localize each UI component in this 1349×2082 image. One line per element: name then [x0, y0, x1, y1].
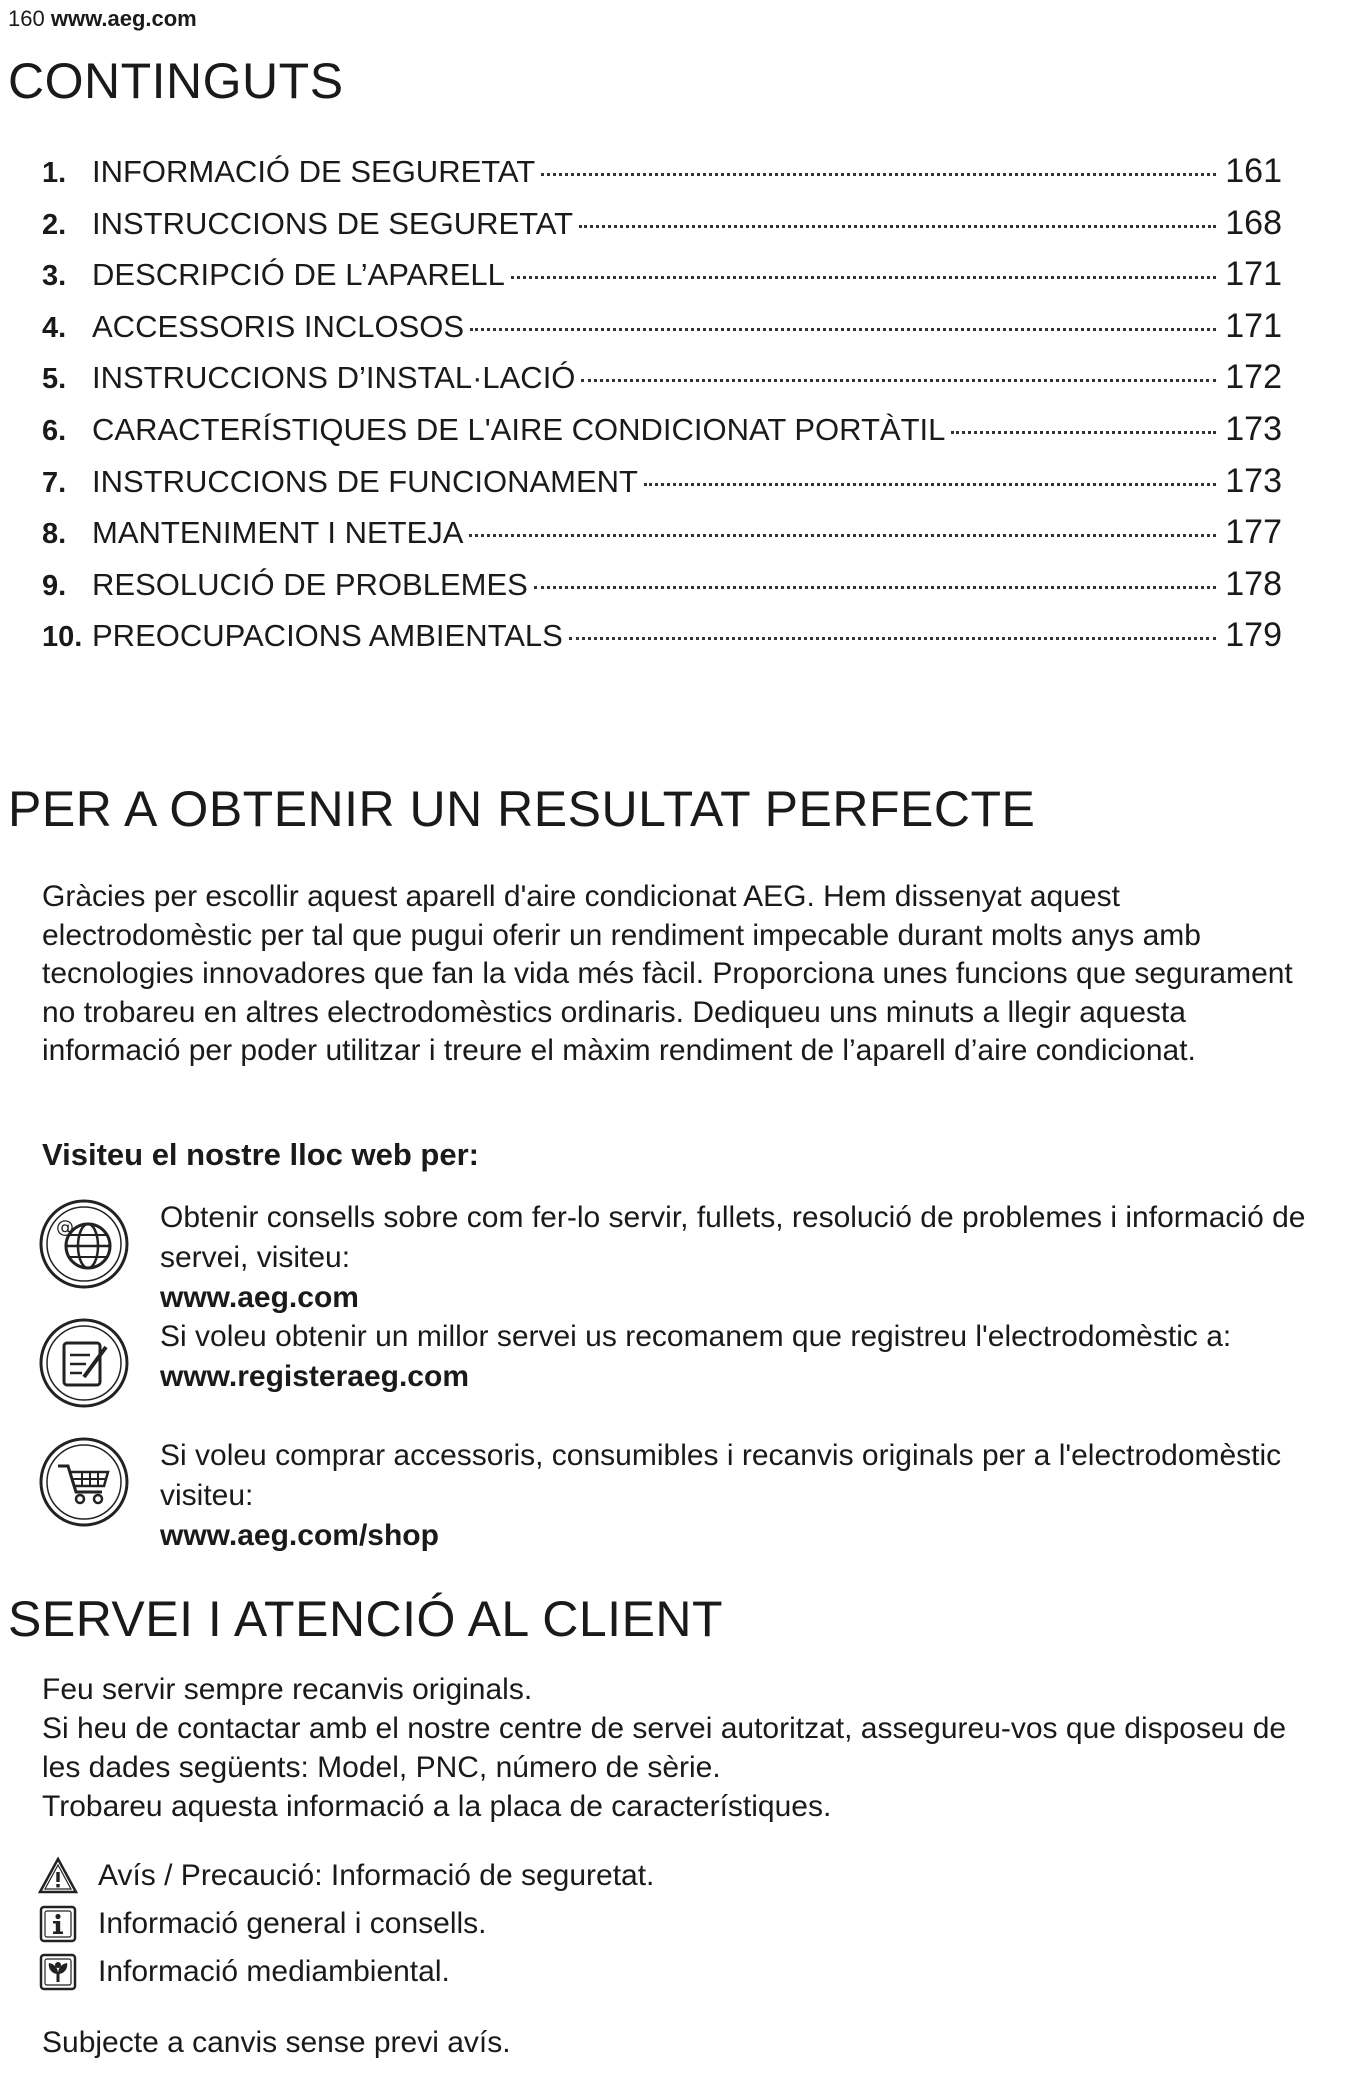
- toc-page: 171: [1225, 306, 1282, 345]
- toc-leader: [534, 586, 1216, 589]
- toc-title: ACCESSORIS INCLOSOS: [92, 308, 465, 344]
- toc-title: INSTRUCCIONS D’INSTAL·LACIÓ: [92, 360, 576, 396]
- warning-icon: [38, 1856, 78, 1896]
- page-number: 160: [8, 6, 45, 31]
- header-site: www.aeg.com: [50, 6, 197, 31]
- visit-description: Si voleu obtenir un millor servei us recomanem que registreu l'electrodomèstic a:: [160, 1320, 1232, 1353]
- environment-icon: [38, 1952, 78, 1992]
- toc-page: 173: [1225, 409, 1282, 448]
- toc-row[interactable]: [42, 513, 1282, 565]
- toc-leader: [469, 534, 1216, 537]
- service-line-rating-plate: Trobareu aquesta informació a la placa de característiques.: [42, 1790, 832, 1823]
- toc-title: CARACTERÍSTIQUES DE L'AIRE CONDICIONAT PORTÀTIL: [92, 411, 946, 447]
- toc-number: 7.: [42, 466, 67, 499]
- toc-number: 5.: [42, 363, 67, 396]
- toc-row[interactable]: [42, 462, 1282, 514]
- toc-row[interactable]: [42, 255, 1282, 307]
- visit-text: [160, 1198, 1340, 1318]
- toc-leader: [470, 328, 1216, 331]
- toc-row[interactable]: [42, 307, 1282, 359]
- register-icon: [38, 1317, 130, 1409]
- legend-info: [38, 1904, 487, 1944]
- legend-text: Informació general i consells.: [98, 1907, 487, 1940]
- legend-environment: [38, 1952, 450, 1992]
- service-line-contact: Si heu de contactar amb el nostre centre de servei autoritzat, assegureu-vos que disposeu de les dades següents: Model, PNC, número de sèrie.: [42, 1712, 1287, 1784]
- toc-page: 178: [1225, 564, 1282, 603]
- legend-warning: [38, 1856, 654, 1896]
- toc-page: 173: [1225, 461, 1282, 500]
- toc-leader: [511, 276, 1216, 279]
- toc-leader: [541, 173, 1216, 176]
- shop-link[interactable]: www.aeg.com/shop: [160, 1519, 439, 1552]
- shopping-cart-icon: [38, 1436, 130, 1528]
- visit-heading: Visiteu el nostre lloc web per:: [42, 1137, 479, 1172]
- toc-number: 8.: [42, 518, 67, 551]
- toc-leader: [569, 637, 1216, 640]
- toc-page: 177: [1225, 513, 1282, 552]
- page-header: [8, 6, 197, 32]
- toc-leader: [581, 379, 1216, 382]
- toc-page: 172: [1225, 358, 1282, 397]
- toc-number: 4.: [42, 311, 67, 344]
- toc-row[interactable]: [42, 565, 1282, 617]
- table-of-contents: [42, 152, 1282, 668]
- toc-number: 10.: [42, 621, 83, 654]
- toc-leader: [579, 225, 1216, 228]
- toc-number: 6.: [42, 414, 67, 447]
- perfect-result-title: PER A OBTENIR UN RESULTAT PERFECTE: [8, 781, 1036, 837]
- change-notice: Subjecte a canvis sense previ avís.: [42, 2026, 511, 2059]
- visit-text: [160, 1436, 1340, 1556]
- toc-page: 168: [1225, 203, 1282, 242]
- toc-title: INSTRUCCIONS DE SEGURETAT: [92, 205, 574, 241]
- toc-number: 1.: [42, 157, 67, 189]
- visit-description: Obtenir consells sobre com fer-lo servir, fullets, resolució de problemes i informació de servei, visiteu:: [160, 1201, 1306, 1274]
- service-title: SERVEI I ATENCIÓ AL CLIENT: [8, 1591, 724, 1647]
- legend-text: Informació mediambiental.: [98, 1955, 450, 1988]
- toc-row[interactable]: [42, 410, 1282, 462]
- toc-row[interactable]: [42, 358, 1282, 410]
- toc-number: 3.: [42, 260, 67, 293]
- legend-text: Avís / Precaució: Informació de seguretat.: [98, 1859, 655, 1892]
- toc-row[interactable]: [42, 152, 1282, 204]
- toc-page: 179: [1225, 616, 1282, 655]
- website-link[interactable]: www.aeg.com: [160, 1281, 359, 1314]
- toc-number: 9.: [42, 569, 67, 602]
- toc-title: INFORMACIÓ DE SEGURETAT: [92, 154, 536, 189]
- svg-text:@: @: [56, 1217, 74, 1238]
- toc-page: 161: [1225, 152, 1282, 190]
- visit-text: [160, 1317, 1340, 1397]
- toc-row[interactable]: [42, 616, 1282, 668]
- service-line-originals: Feu servir sempre recanvis originals.: [42, 1673, 533, 1706]
- toc-leader: [644, 483, 1216, 486]
- info-icon: [38, 1904, 78, 1944]
- contents-title: CONTINGUTS: [8, 53, 344, 109]
- toc-row[interactable]: [42, 204, 1282, 256]
- globe-icon: [38, 1198, 130, 1290]
- toc-number: 2.: [42, 208, 67, 241]
- toc-title: RESOLUCIÓ DE PROBLEMES: [92, 566, 528, 602]
- toc-page: 171: [1225, 255, 1282, 294]
- toc-leader: [951, 431, 1216, 434]
- toc-title: INSTRUCCIONS DE FUNCIONAMENT: [92, 463, 638, 499]
- register-link[interactable]: www.registeraeg.com: [160, 1360, 469, 1393]
- toc-title: DESCRIPCIÓ DE L’APARELL: [92, 257, 505, 293]
- intro-paragraph: Gràcies per escollir aquest aparell d'aire condicionat AEG. Hem dissenyat aquest electrodomèstic per tal que pugui oferir un rendiment impecable durant molts anys amb tecnologies innovadores que fan la vida més fàcil. Proporciona unes funcions que segurament no trobareu en altres electrodomèstics ordinaris. Dediqueu uns minuts a llegir aquesta informació per poder utilitzar i treure el màxim rendiment de l’aparell d’aire condicionat.: [42, 880, 1293, 1068]
- toc-title: MANTENIMENT I NETEJA: [92, 515, 464, 551]
- visit-description: Si voleu comprar accessoris, consumibles i recanvis originals per a l'electrodomèstic visiteu:: [160, 1439, 1282, 1512]
- toc-title: PREOCUPACIONS AMBIENTALS: [92, 618, 563, 654]
